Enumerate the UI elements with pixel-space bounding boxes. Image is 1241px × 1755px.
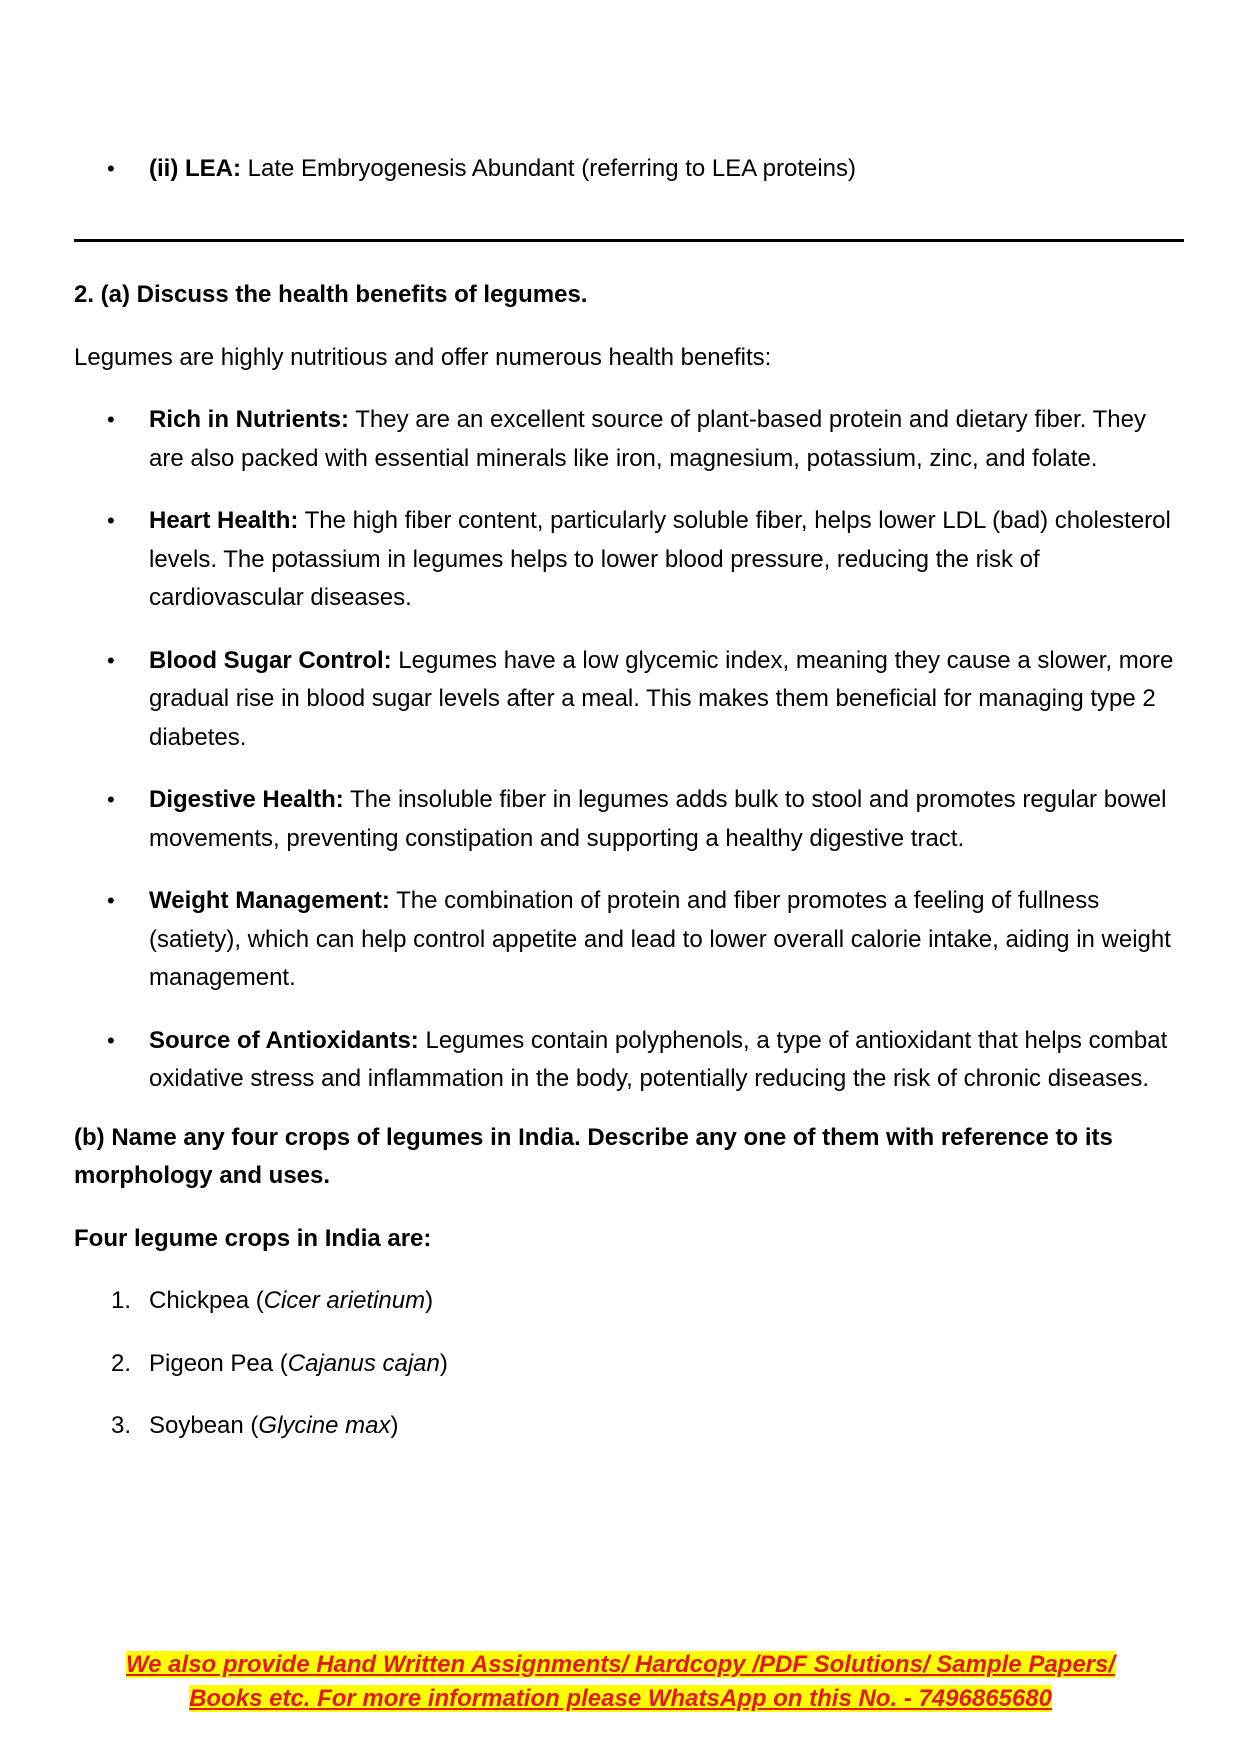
previous-answer-tail xyxy=(74,150,1184,189)
item-text: Late Embryogenesis Abundant (referring to LEA proteins) xyxy=(240,155,857,182)
promo-line-1: We also provide Hand Written Assignments/ Hardcopy /PDF Solutions/ Sample Papers/ xyxy=(125,1651,1116,1678)
horizontal-divider xyxy=(74,239,1184,242)
list-item xyxy=(74,1022,1184,1099)
list-item xyxy=(74,1407,1184,1446)
crops-list xyxy=(74,1282,1184,1446)
promo-footer xyxy=(0,1648,1241,1716)
list-item xyxy=(74,882,1184,998)
list-item xyxy=(74,401,1184,478)
benefit-text: The combination of protein and fiber promotes a feeling of fullness (satiety), which can help control appetite and lead to lower overall calorie intake, aiding in weight management. xyxy=(149,887,1171,991)
scientific-name: Cajanus cajan xyxy=(287,1349,440,1377)
close-paren: ) xyxy=(425,1287,434,1314)
benefit-text: Legumes have a low glycemic index, meaning they cause a slower, more gradual rise in blood sugar levels after a meal. This makes them beneficial for managing type 2 diabetes. xyxy=(149,646,1174,751)
crop-name: Pigeon Pea ( xyxy=(149,1349,288,1377)
lea-list xyxy=(74,150,1184,189)
benefit-label: Digestive Health: xyxy=(149,786,344,813)
benefit-label: Source of Antioxidants: xyxy=(149,1026,419,1054)
benefit-label: Blood Sugar Control: xyxy=(149,646,392,674)
benefit-text: The insoluble fiber in legumes adds bulk to stool and promotes regular bowel movements, preventing constipation and supporting a healthy digestive tract. xyxy=(149,786,1167,852)
list-item xyxy=(74,781,1184,858)
crop-name: Chickpea ( xyxy=(149,1287,264,1314)
benefit-text: Legumes contain polyphenols, a type of antioxidant that helps combat oxidative stress and inflammation in the body, potentially reducing the risk of chronic diseases. xyxy=(149,1026,1168,1092)
benefit-text: They are an excellent source of plant-based protein and dietary fiber. They are also packed with essential minerals like iron, magnesium, potassium, zinc, and folate. xyxy=(149,406,1146,472)
benefits-list xyxy=(74,401,1184,1099)
question-2b-heading: (b) Name any four crops of legumes in India. Describe any one of them with reference to its morphology and uses. xyxy=(74,1123,1113,1189)
benefit-text: The high fiber content, particularly soluble fiber, helps lower LDL (bad) cholesterol levels. The potassium in legumes helps to lower blood pressure, reducing the risk of cardiovascular diseases. xyxy=(149,507,1171,611)
item-label: (ii) LEA: xyxy=(149,155,241,182)
item-number: 3. xyxy=(111,1412,132,1439)
list-item xyxy=(74,1282,1184,1321)
scientific-name: Cicer arietinum xyxy=(263,1287,426,1314)
close-paren: ) xyxy=(390,1412,399,1439)
item-number: 2. xyxy=(111,1349,132,1377)
benefit-label: Rich in Nutrients: xyxy=(149,406,350,433)
benefit-label: Weight Management: xyxy=(149,887,390,914)
list-item xyxy=(74,1345,1184,1384)
list-item xyxy=(74,642,1184,758)
crop-name: Soybean ( xyxy=(149,1412,259,1439)
benefit-label: Heart Health: xyxy=(149,507,299,534)
question-2a-heading: 2. (a) Discuss the health benefits of legumes. xyxy=(74,281,588,308)
list-item xyxy=(74,502,1184,618)
close-paren: ) xyxy=(439,1349,448,1377)
scientific-name: Glycine max xyxy=(258,1412,391,1439)
crops-heading: Four legume crops in India are: xyxy=(74,1224,432,1252)
question-2-section xyxy=(74,276,1184,1470)
promo-line-2: Books etc. For more information please WhatsApp on this No. - 7496865680 xyxy=(189,1685,1052,1712)
intro-paragraph: Legumes are highly nutritious and offer numerous health benefits: xyxy=(74,343,772,371)
list-item xyxy=(74,150,1184,189)
item-number: 1. xyxy=(111,1287,132,1314)
